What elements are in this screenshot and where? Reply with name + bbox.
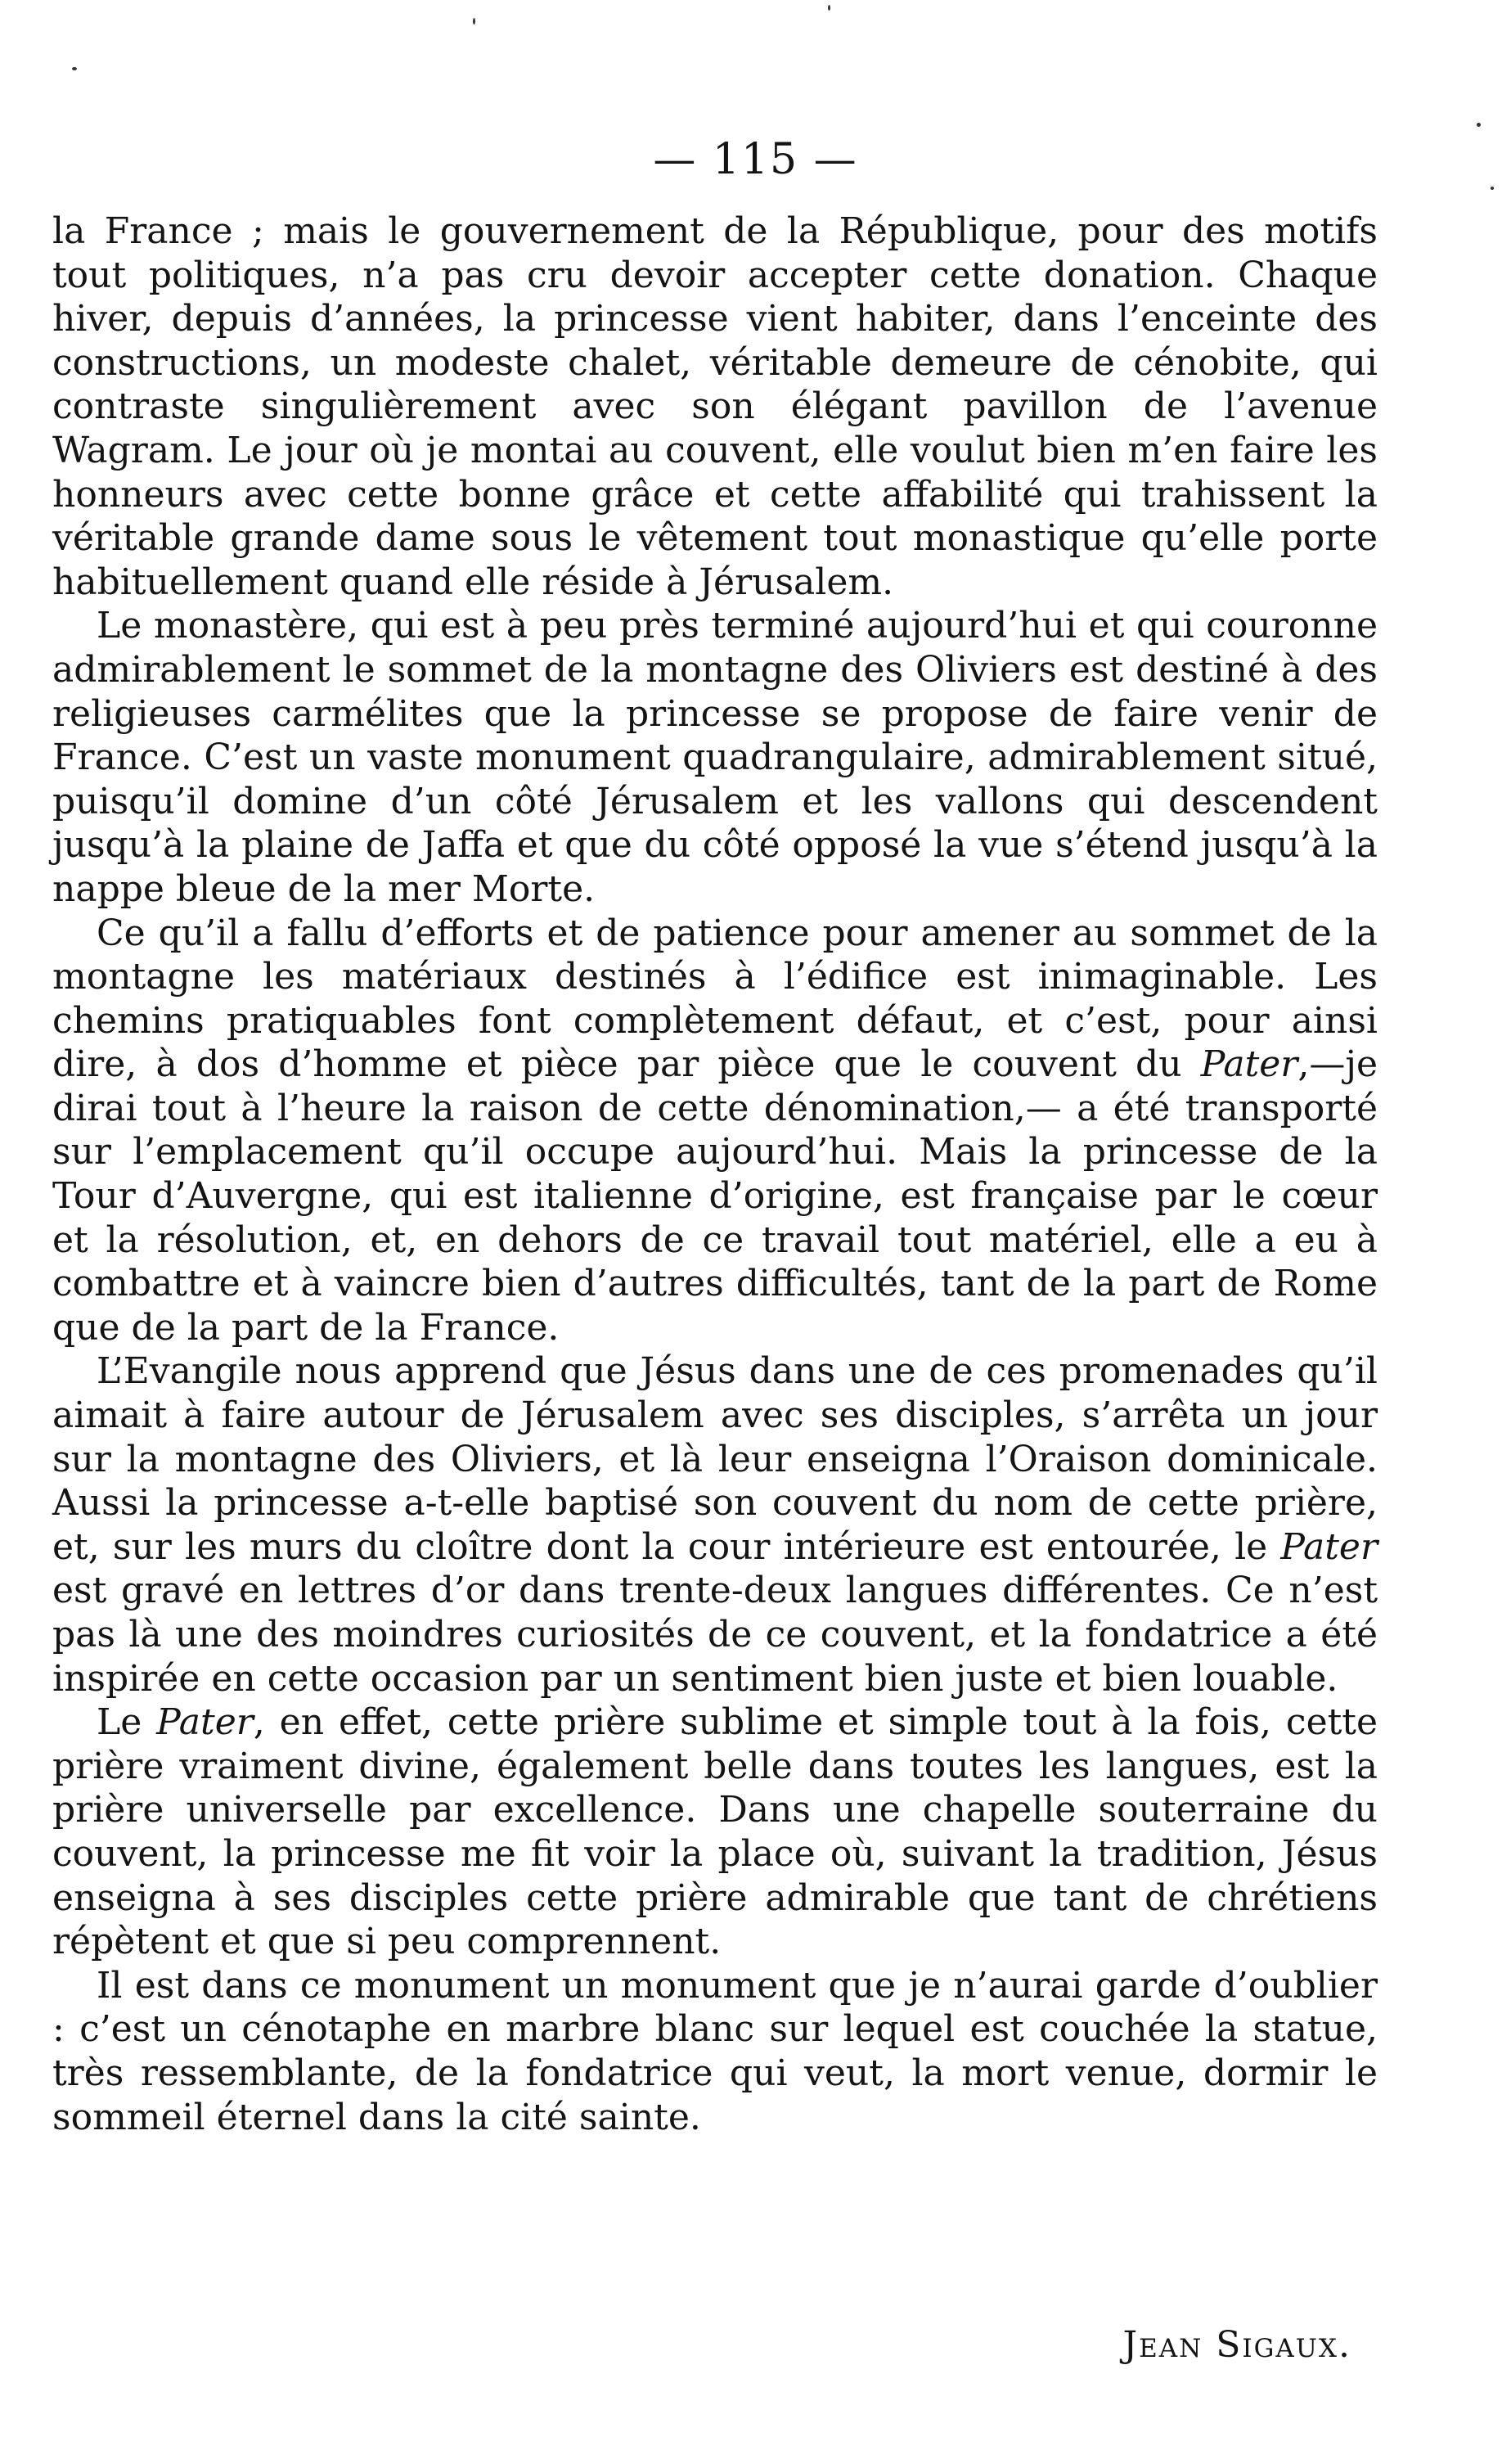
text-segment: Ce qu’il a fallu d’efforts et de patience pour amener au sommet de la montagne les matériaux destinés à l’édifice est inimaginable. Les chemins pratiquables font complètement défaut, et c’est, pour ainsi dire, à dos d’homme et pièce par pièce que le couvent du [52, 912, 1378, 1086]
paragraph [52, 1964, 1378, 2139]
text-segment: ,—je dirai tout à l’heure la raison de cette dénomination,— a été transporté sur l’emplacement qu’il occupe aujourd’hui. Mais la princesse de la Tour d’Auvergne, qui est italienne d’origine, est française par le cœur et la résolution, et, en dehors de ce travail tout matériel, elle a eu à combattre et à vaincre bien d’autres difficultés, tant de la part de Rome que de la part de la France. [52, 1043, 1378, 1349]
text-segment: Il est dans ce monument un monument que je n’aurai garde d’oublier : c’est un cénotaphe en marbre blanc sur lequel est couchée la statue, très ressemblante, de la fondatrice qui veut, la mort venue, dormir le sommeil éternel dans la cité sainte. [52, 1964, 1378, 2138]
italic-term: Pater [1200, 1043, 1298, 1086]
paragraph [52, 912, 1378, 1350]
paragraph [52, 604, 1378, 911]
text-segment: , en effet, cette prière sublime et simple tout à la fois, cette prière vraiment divine, également belle dans toutes les langues, est la prière universelle par excellence. Dans une chapelle souterraine du couvent, la princesse me fit voir la place où, suivant la tradition, Jésus enseigna à ses disciples cette prière admirable que tant de chrétiens répètent et que si peu comprennent. [52, 1701, 1378, 1963]
scan-speck [473, 18, 475, 25]
paragraph [52, 1700, 1378, 1964]
paragraph [52, 209, 1378, 604]
scan-speck [1477, 123, 1481, 127]
text-segment: Le [97, 1701, 157, 1744]
paragraph [52, 1349, 1378, 1700]
scan-speck [1491, 187, 1494, 190]
italic-term: Pater [156, 1701, 254, 1744]
scan-speck [72, 67, 77, 70]
italic-term: Pater [1280, 1525, 1378, 1568]
text-segment: L’Evangile nous apprend que Jésus dans une de ces promenades qu’il aimait à faire autour de Jérusalem avec ses disciples, s’arrêta un jour sur la montagne des Oliviers, et là leur enseigna l’Oraison dominicale. Aussi la princesse a-t-elle baptisé son couvent du nom de cette prière, et, sur les murs du cloître dont la cour intérieure est entourée, le [52, 1350, 1378, 1568]
text-segment: la France ; mais le gouvernement de la République, pour des motifs tout politiques, n’a pas cru devoir accepter cette donation. Chaque hiver, depuis d’années, la princesse vient habiter, dans l’enceinte des constructions, un modeste chalet, véritable demeure de cénobite, qui contraste singulièrement avec son élégant pavillon de l’avenue Wagram. Le jour où je montai au couvent, elle voulut bien m’en faire les honneurs avec cette bonne grâce et cette affabilité qui trahissent la véritable grande dame sous le vêtement tout monastique qu’elle porte habituellement quand elle réside à Jérusalem. [52, 210, 1378, 603]
page-number: — 115 — [653, 135, 858, 184]
scan-speck [828, 5, 830, 11]
author-signature: Jean Sigaux. [1122, 2324, 1351, 2366]
article-body [52, 209, 1378, 2139]
text-segment: est gravé en lettres d’or dans trente-deux langues différentes. Ce n’est pas là une des moindres curiosités de ce couvent, et la fondatrice a été inspirée en cette occasion par un sentiment bien juste et bien louable. [52, 1570, 1378, 1700]
text-segment: Le monastère, qui est à peu près terminé aujourd’hui et qui couronne admirablement le sommet de la montagne des Oliviers est destiné à des religieuses carmélites que la princesse se propose de faire venir de France. C’est un vaste monument quadrangulaire, admirablement situé, puisqu’il domine d’un côté Jérusalem et les vallons qui descendent jusqu’à la plaine de Jaffa et que du côté opposé la vue s’étend jusqu’à la nappe bleue de la mer Morte. [52, 605, 1378, 910]
